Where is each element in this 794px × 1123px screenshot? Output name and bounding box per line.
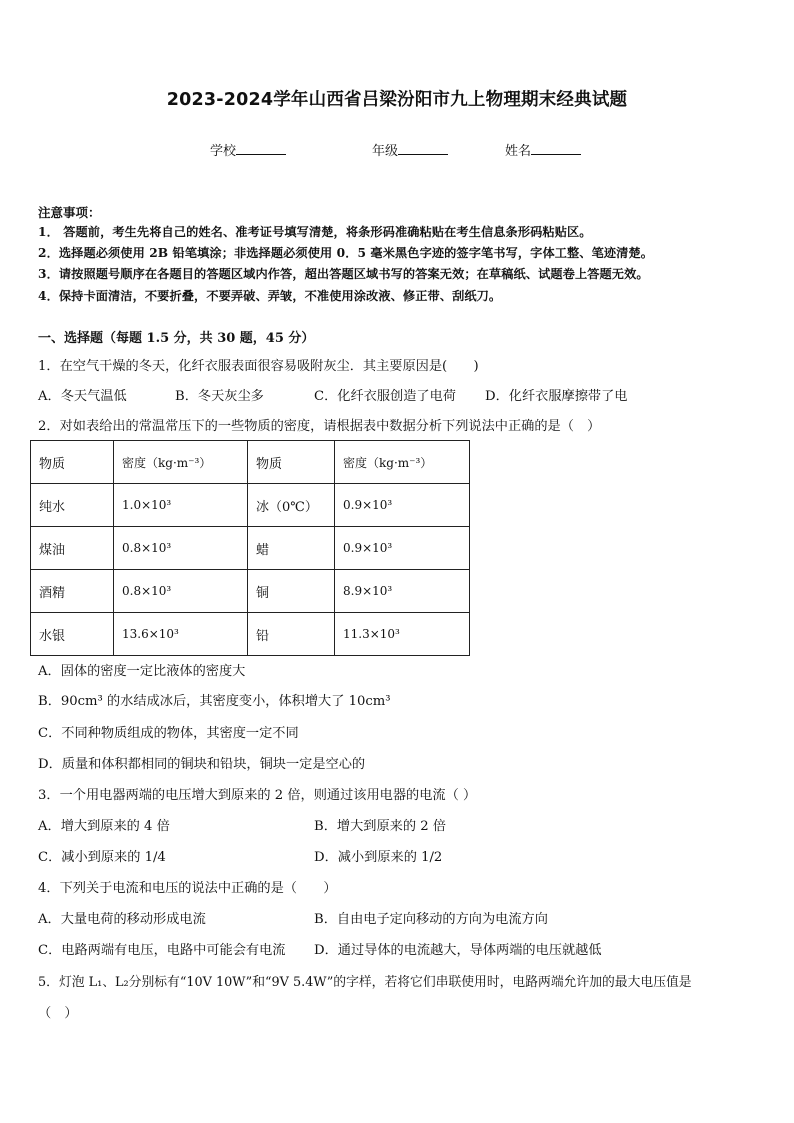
school-blank: [236, 142, 286, 155]
question-4-stem: 4．下列关于电流和电压的说法中正确的是（ ）: [38, 881, 337, 896]
table-cell: 铜: [248, 570, 335, 613]
question-4-option-a: A．大量电荷的移动形成电流: [38, 912, 206, 927]
name-label: 姓名: [505, 144, 532, 159]
school-label: 学校: [210, 144, 237, 159]
question-1-option-c: C．化纤衣服创造了电荷: [314, 389, 456, 404]
table-cell: 铅: [248, 613, 335, 656]
table-header-cell: 物质: [248, 441, 335, 484]
table-header-cell: 密度（kg·m⁻³）: [114, 441, 248, 484]
table-row: [31, 527, 470, 570]
table-row: [31, 570, 470, 613]
table-cell: 0.8×10³: [114, 570, 248, 613]
grade-field: [372, 140, 448, 159]
question-4-option-b: B．自由电子定向移动的方向为电流方向: [314, 912, 548, 927]
question-3-stem: 3．一个用电器两端的电压增大到原来的 2 倍，则通过该用电器的电流（ ）: [38, 788, 477, 803]
table-row: [31, 613, 470, 656]
question-5-stem-cont: （ ）: [38, 1006, 78, 1021]
question-4-option-c: C．电路两端有电压，电路中可能会有电流: [38, 943, 286, 958]
table-cell: 11.3×10³: [335, 613, 470, 656]
name-blank: [531, 142, 581, 155]
question-4-option-d: D．通过导体的电流越大，导体两端的电压就越低: [314, 943, 602, 958]
question-1-option-d: D．化纤衣服摩擦带了电: [485, 389, 628, 404]
question-3-option-a: A．增大到原来的 4 倍: [38, 819, 170, 834]
table-row: [31, 484, 470, 527]
question-3-option-d: D．减小到原来的 1/2: [314, 850, 443, 865]
notes-heading: 注意事项：: [38, 205, 101, 220]
table-header-cell: 物质: [31, 441, 114, 484]
section-heading: 一、选择题（每题 1.5 分，共 30 题，45 分）: [38, 331, 315, 346]
table-cell: 煤油: [31, 527, 114, 570]
name-field: [505, 140, 581, 159]
table-cell: 水银: [31, 613, 114, 656]
table-cell: 0.8×10³: [114, 527, 248, 570]
question-1-option-a: A．冬天气温低: [38, 389, 127, 404]
school-field: [210, 140, 286, 159]
question-3-option-b: B．增大到原来的 2 倍: [314, 819, 446, 834]
table-cell: 蜡: [248, 527, 335, 570]
note-item: 1． 答题前，考生先将自己的姓名、准考证号填写清楚，将条形码准确粘贴在考生信息条形码粘贴区。: [38, 225, 592, 239]
table-cell: 冰（0℃）: [248, 484, 335, 527]
question-2-stem: 2．对如表给出的常温常压下的一些物质的密度，请根据表中数据分析下列说法中正确的是（ ）: [38, 419, 601, 434]
note-item: 2．选择题必须使用 2B 铅笔填涂；非选择题必须使用 0．5 毫米黑色字迹的签字笔书写，字体工整、笔迹清楚。: [38, 246, 654, 260]
table-header-cell: 密度（kg·m⁻³）: [335, 441, 470, 484]
density-table: [30, 440, 470, 656]
question-2-option-d: D．质量和体积都相同的铜块和铅块，铜块一定是空心的: [38, 757, 366, 772]
grade-blank: [398, 142, 448, 155]
table-cell: 1.0×10³: [114, 484, 248, 527]
question-3-option-c: C．减小到原来的 1/4: [38, 850, 166, 865]
table-cell: 酒精: [31, 570, 114, 613]
table-cell: 8.9×10³: [335, 570, 470, 613]
question-5-stem: 5．灯泡 L₁、L₂分别标有“10V 10W”和“9V 5.4W”的字样，若将它们串联使用时，电路两端允许加的最大电压值是: [38, 975, 692, 990]
question-2-option-b: B．90cm³ 的水结成冰后，其密度变小，体积增大了 10cm³: [38, 694, 391, 709]
note-item: 3．请按照题号顺序在各题目的答题区域内作答，超出答题区域书写的答案无效；在草稿纸、试题卷上答题无效。: [38, 267, 649, 281]
note-item: 4．保持卡面清洁，不要折叠，不要弄破、弄皱，不准使用涂改液、修正带、刮纸刀。: [38, 289, 502, 303]
table-cell: 0.9×10³: [335, 527, 470, 570]
grade-label: 年级: [372, 144, 399, 159]
page-title: 2023-2024学年山西省吕梁汾阳市九上物理期末经典试题: [166, 90, 628, 110]
table-cell: 0.9×10³: [335, 484, 470, 527]
question-2-option-a: A．固体的密度一定比液体的密度大: [38, 664, 246, 679]
table-header-row: [31, 441, 470, 484]
question-1-option-b: B．冬天灰尘多: [175, 389, 264, 404]
question-2-option-c: C．不同种物质组成的物体，其密度一定不同: [38, 726, 299, 741]
table-cell: 纯水: [31, 484, 114, 527]
question-1-stem: 1．在空气干燥的冬天，化纤衣服表面很容易吸附灰尘．其主要原因是( ): [38, 359, 479, 374]
table-cell: 13.6×10³: [114, 613, 248, 656]
